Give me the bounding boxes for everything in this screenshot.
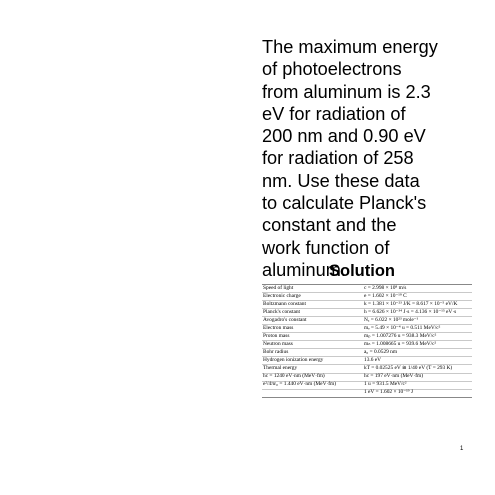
constant-value: mₙ = 1.008665 u = 939.6 MeV/c² bbox=[364, 341, 437, 348]
problem-statement: The maximum energy of photoelectrons from aluminum is 2.3 eV for radiation of 200 nm and 0.90 eV for radiation of 258 nm. Use these data to calculate Planck's constant and the work function of aluminum. bbox=[262, 37, 438, 280]
constant-name: Proton mass bbox=[263, 332, 290, 339]
table-row bbox=[262, 333, 472, 341]
relation-right: hc = 197 eV·nm (MeV·fm) bbox=[364, 373, 424, 380]
constant-value: Nₐ = 6.022 × 10²³ mole⁻¹ bbox=[364, 316, 419, 323]
constant-value: c = 2.998 × 10⁸ m/s bbox=[364, 284, 407, 291]
constant-name: Planck's constant bbox=[263, 308, 301, 315]
relation-left: hc = 1240 eV·nm (MeV·fm) bbox=[263, 373, 325, 380]
relation-left bbox=[262, 389, 363, 397]
table-row bbox=[262, 357, 472, 365]
table-row bbox=[262, 389, 472, 397]
table-row bbox=[262, 293, 472, 301]
table-row bbox=[262, 325, 472, 333]
constant-name: Neutron mass bbox=[263, 341, 293, 348]
constant-value: e = 1.602 × 10⁻¹⁹ C bbox=[364, 292, 407, 299]
constant-name: Bohr radius bbox=[263, 349, 289, 356]
page-number: 1 bbox=[460, 446, 464, 452]
table-row bbox=[262, 317, 472, 325]
constant-name: Thermal energy bbox=[263, 365, 298, 372]
constant-name: Electronic charge bbox=[263, 292, 301, 299]
table-row bbox=[262, 373, 472, 381]
constant-value: mₚ = 1.007276 u = 938.3 MeV/c² bbox=[364, 332, 437, 339]
constant-name: Hydrogen ionization energy bbox=[263, 357, 324, 364]
table-row bbox=[262, 349, 472, 357]
table-row bbox=[262, 341, 472, 349]
constant-value: h = 6.626 × 10⁻³⁴ J·s = 4.136 × 10⁻¹⁵ eV·s bbox=[364, 308, 457, 315]
constant-value: 13.6 eV bbox=[364, 357, 382, 364]
relation-right: 1 u = 931.5 MeV/c² bbox=[364, 381, 407, 388]
constant-value: kT = 0.02525 eV ≅ 1/40 eV (T = 293 K) bbox=[364, 365, 453, 372]
constant-name: Electron mass bbox=[263, 324, 294, 331]
relation-left: e²/4πε₀ = 1.440 eV·nm (MeV·fm) bbox=[263, 381, 337, 388]
table-row bbox=[262, 365, 472, 373]
table-row bbox=[262, 301, 472, 309]
table-row bbox=[262, 309, 472, 317]
relation-right: 1 eV = 1.602 × 10⁻¹⁹ J bbox=[364, 389, 414, 396]
constant-value: a₀ = 0.0529 nm bbox=[364, 349, 398, 356]
constant-name: Boltzmann constant bbox=[263, 300, 306, 307]
table-row bbox=[262, 381, 472, 389]
constants-table bbox=[262, 284, 472, 398]
constant-name: Avogadro's constant bbox=[263, 316, 307, 323]
table-row bbox=[262, 285, 472, 293]
constant-value: mₑ = 5.49 × 10⁻⁴ u = 0.511 MeV/c² bbox=[364, 324, 441, 331]
solution-heading: Solution bbox=[329, 262, 395, 280]
constant-name: Speed of light bbox=[263, 284, 294, 291]
constant-value: k = 1.381 × 10⁻²³ J/K = 8.617 × 10⁻⁵ eV/K bbox=[364, 300, 458, 307]
